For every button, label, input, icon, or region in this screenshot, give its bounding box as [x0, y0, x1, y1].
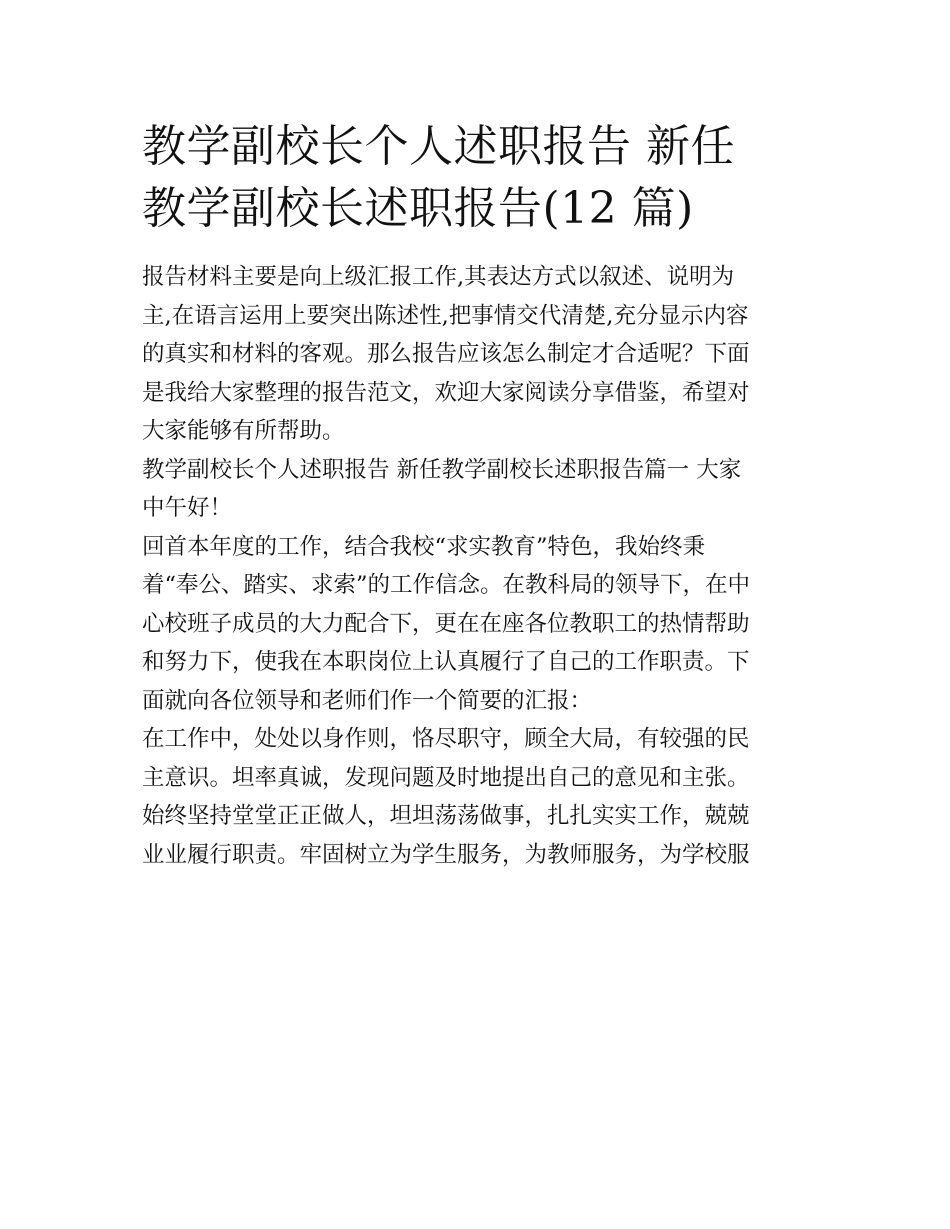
body-paragraph	[142, 720, 814, 874]
text-line: 教学副校长个人述职报告 新任教学副校长述职报告篇一 大家	[142, 456, 742, 483]
text-line: 业业履行职责。牢固树立为学生服务，为教师服务，为学校服	[142, 841, 750, 868]
text-line: 是我给大家整理的报告范文，欢迎大家阅读分享借鉴，希望对	[142, 379, 750, 406]
text-line: 面就向各位领导和老师们作一个简要的汇报：	[142, 687, 593, 714]
text-line: 着“奉公、踏实、求索”的工作信念。在教科局的领导下，在中	[142, 572, 751, 598]
document-title	[142, 116, 814, 240]
document-body	[142, 258, 814, 874]
section-heading-paragraph	[142, 451, 814, 528]
text-line: 大家能够有所帮助。	[142, 418, 345, 444]
text-line: 报告材料主要是向上级汇报工作,其表达方式以叙述、说明为	[142, 264, 735, 290]
text-line: 始终坚持堂堂正正做人，坦坦荡荡做事，扎扎实实工作，兢兢	[142, 803, 750, 829]
document-page	[142, 116, 814, 874]
text-line: 在工作中，处处以身作则，恪尽职守，顾全大局，有较强的民	[142, 726, 750, 752]
body-paragraph	[142, 528, 814, 721]
intro-paragraph	[142, 258, 814, 451]
title-line: 教学副校长述职报告(12 篇)	[142, 183, 694, 234]
text-line: 的真实和材料的客观。那么报告应该怎么制定才合适呢？下面	[142, 341, 750, 367]
text-line: 和努力下，使我在本职岗位上认真履行了自己的工作职责。下	[142, 649, 750, 675]
text-line: 中午好！	[142, 495, 233, 521]
text-line: 主,在语言运用上要突出陈述性,把事情交代清楚,充分显示内容	[142, 302, 749, 329]
text-line: 心校班子成员的大力配合下，更在在座各位教职工的热情帮助	[142, 610, 750, 637]
text-line: 回首本年度的工作，结合我校“求实教育”特色，我始终秉	[142, 533, 706, 560]
text-line: 主意识。坦率真诚，发现问题及时地提出自己的意见和主张。	[142, 764, 750, 791]
title-line: 教学副校长个人述职报告 新任	[142, 121, 735, 172]
